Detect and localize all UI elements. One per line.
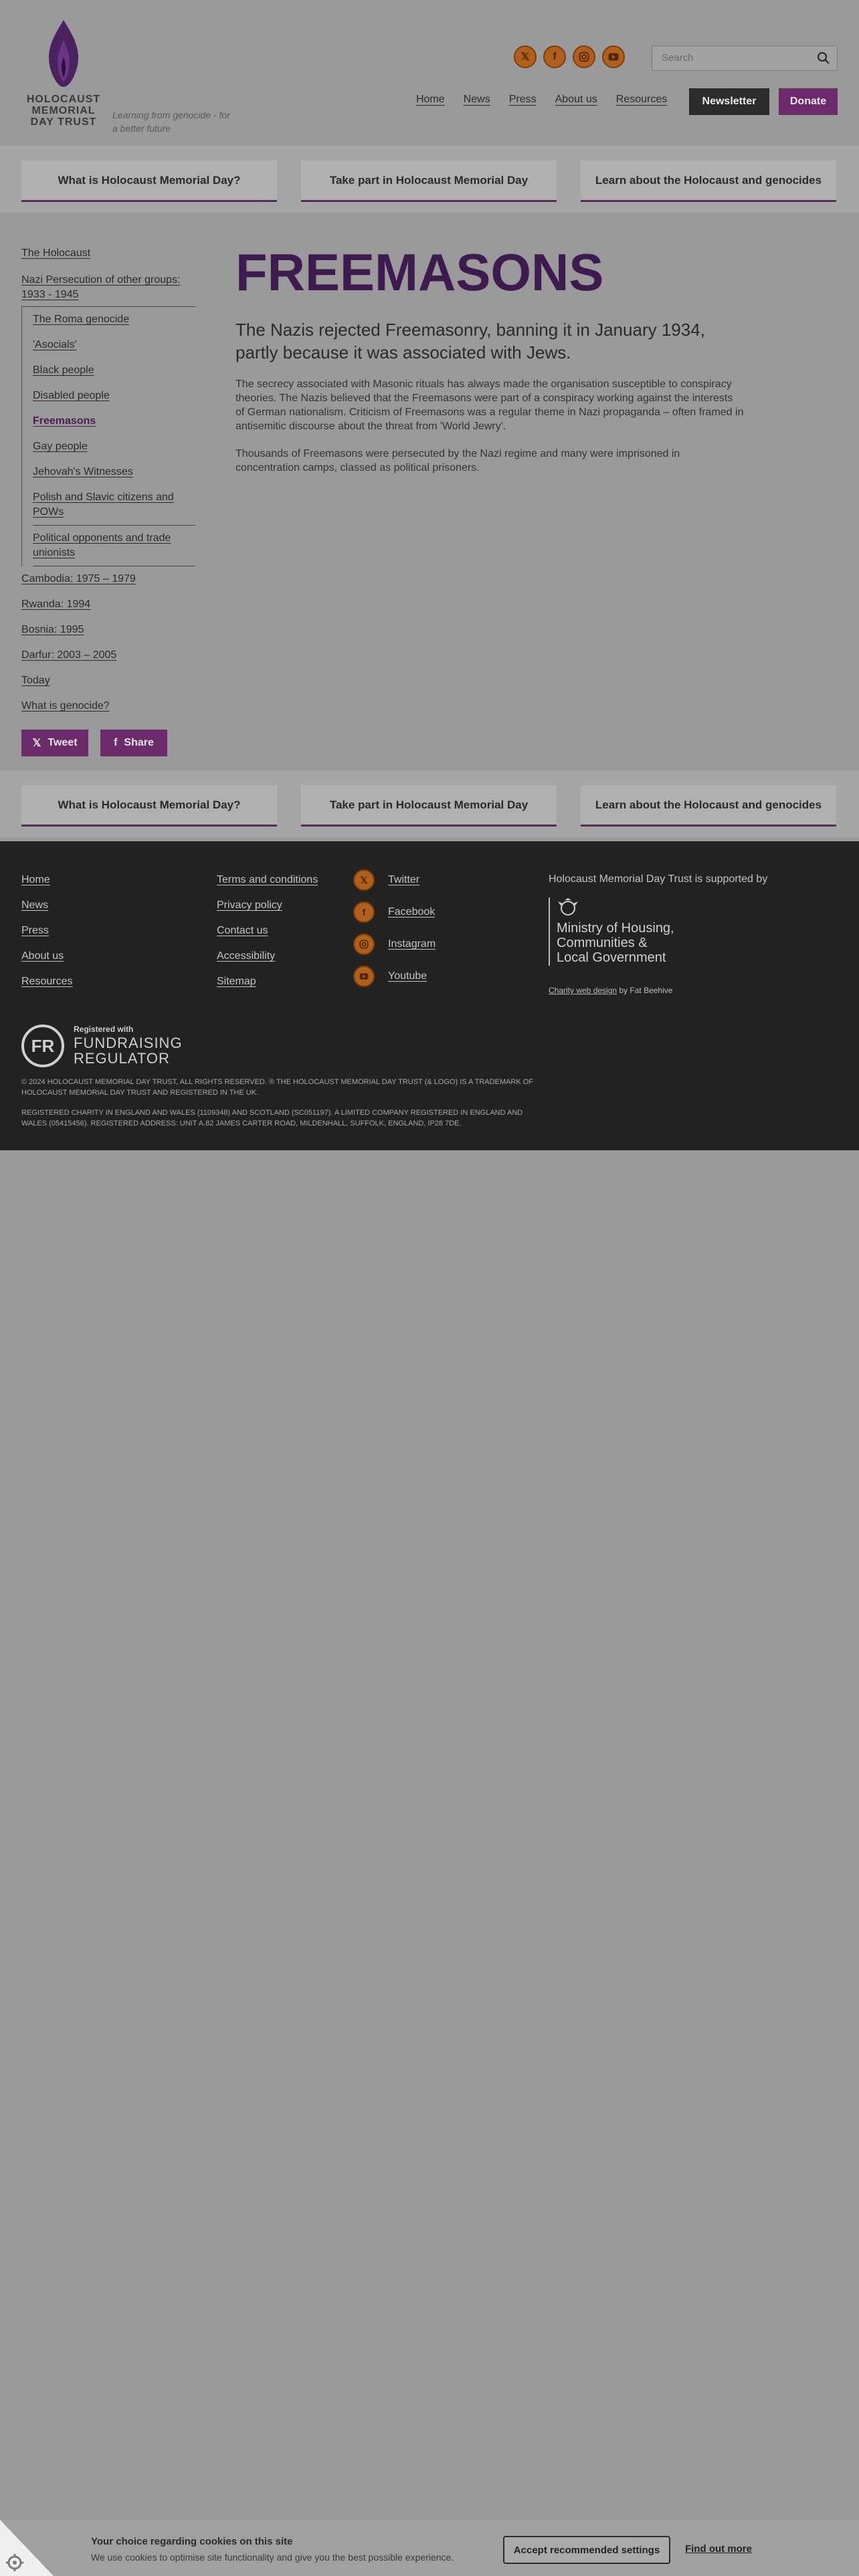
donate-button[interactable]: Donate bbox=[779, 88, 838, 115]
gov-logo bbox=[549, 897, 682, 966]
gov-logo-text bbox=[557, 921, 682, 965]
x-icon[interactable]: 𝕏 bbox=[514, 45, 537, 68]
list-item bbox=[21, 566, 195, 592]
list-item bbox=[21, 693, 195, 719]
sidebar-item-black-people[interactable]: Black people bbox=[33, 364, 94, 376]
gov-line-3: Local Government bbox=[557, 950, 666, 965]
footer-link-facebook[interactable]: Facebook bbox=[388, 906, 436, 918]
footer-social-facebook bbox=[353, 901, 436, 923]
accept-cookies-button[interactable]: Accept recommended settings bbox=[503, 2536, 670, 2564]
sidebar-item-polish-slavic[interactable]: Polish and Slavic citizens and POWs bbox=[33, 492, 174, 518]
footer-link-contact[interactable]: Contact us bbox=[217, 925, 268, 936]
list-item bbox=[33, 459, 195, 485]
topic-card-take-part[interactable]: Take part in Holocaust Memorial Day bbox=[301, 785, 557, 827]
footer-link-instagram[interactable]: Instagram bbox=[388, 938, 436, 950]
credit-link[interactable]: Charity web design bbox=[549, 986, 617, 995]
footer-link-twitter[interactable]: Twitter bbox=[388, 874, 420, 885]
cookie-banner bbox=[0, 2520, 859, 2576]
footer-col-legal bbox=[217, 873, 318, 1000]
header-social-links bbox=[514, 45, 625, 68]
fr-big-text bbox=[74, 1035, 183, 1066]
list-item bbox=[33, 383, 195, 409]
footer-link-resources[interactable]: Resources bbox=[21, 976, 73, 987]
body-paragraph-1: The secrecy associated with Masonic rituals has always made the organisation susceptible to conspiracy theories. The Nazis believed that the Freemasons were part of a conspiracy working against the interests of German nationalism. Criticism of Freemasons was a regular theme in Nazi propaganda – often framed in antisemitic discourse about the threat from 'World Jewry'. bbox=[235, 379, 744, 432]
footer-social-youtube bbox=[353, 966, 436, 987]
facebook-icon[interactable]: f bbox=[353, 901, 375, 923]
site-header bbox=[0, 0, 859, 146]
share-label: Share bbox=[124, 737, 154, 748]
sidebar-item-the-holocaust[interactable]: The Holocaust bbox=[21, 247, 91, 259]
logo-line-2: MEMORIAL bbox=[31, 105, 96, 116]
footer-col-main bbox=[21, 873, 72, 1000]
main-content bbox=[235, 242, 744, 475]
nav-resources[interactable]: Resources bbox=[615, 94, 668, 105]
fr-big-line-2: REGULATOR bbox=[74, 1050, 170, 1067]
sidebar-item-nazi-persecution[interactable]: Nazi Persecution of other groups: 1933 - 1945 bbox=[21, 274, 181, 300]
list-item bbox=[33, 409, 195, 434]
footer-link-privacy[interactable]: Privacy policy bbox=[217, 899, 282, 911]
logo-line-3: DAY TRUST bbox=[30, 116, 97, 128]
candle-flame-logo-icon bbox=[44, 20, 83, 87]
youtube-icon[interactable] bbox=[602, 45, 625, 68]
sidebar-item-disabled-people[interactable]: Disabled people bbox=[33, 390, 110, 401]
cookie-title: Your choice regarding cookies on this site bbox=[91, 2536, 293, 2547]
share-buttons bbox=[21, 730, 195, 756]
list-item bbox=[21, 668, 195, 693]
list-item bbox=[33, 307, 195, 332]
registered-text: REGISTERED CHARITY IN ENGLAND AND WALES (1109348) AND SCOTLAND (SC051197). A LIMITED COMPANY REGISTERED IN ENGLAND AND WALES (05415456). REGISTERED ADDRESS: UNIT A.82 JAMES CARTER ROAD, MILDENHALL, SUFFOLK, ENGLAND, IP28 7DE. bbox=[21, 1109, 523, 1128]
sidebar-item-cambodia[interactable]: Cambodia: 1975 – 1979 bbox=[21, 573, 136, 584]
list-item bbox=[21, 643, 195, 668]
footer-link-press[interactable]: Press bbox=[21, 925, 49, 936]
topic-band-bottom bbox=[0, 770, 859, 837]
footer-col-social bbox=[353, 869, 436, 998]
footer-support bbox=[549, 873, 767, 885]
sidebar-item-today[interactable]: Today bbox=[21, 675, 50, 686]
search-input[interactable] bbox=[662, 52, 795, 64]
sidebar-group-nazi-persecution bbox=[21, 273, 195, 307]
instagram-icon[interactable] bbox=[573, 45, 595, 68]
credit-rest: by Fat Beehive bbox=[617, 986, 673, 995]
footer-link-youtube[interactable]: Youtube bbox=[388, 970, 427, 982]
fr-small-text: Registered with bbox=[74, 1025, 134, 1034]
sidebar-item-what-is-genocide[interactable]: What is genocide? bbox=[21, 700, 110, 712]
sidebar-item-bosnia[interactable]: Bosnia: 1995 bbox=[21, 624, 84, 635]
sidebar-item-freemasons[interactable]: Freemasons bbox=[33, 415, 96, 427]
footer-link-home[interactable]: Home bbox=[21, 874, 50, 885]
cookie-text: We use cookies to optimise site functionality and give you the best possible experience. bbox=[91, 2552, 454, 2563]
list-item bbox=[33, 526, 195, 566]
sidebar-item-darfur[interactable]: Darfur: 2003 – 2005 bbox=[21, 649, 117, 661]
lead-paragraph: The Nazis rejected Freemasonry, banning it in January 1934, partly because it was associated with Jews. bbox=[235, 320, 705, 362]
list-item bbox=[33, 332, 195, 358]
support-title: Holocaust Memorial Day Trust is supported by bbox=[549, 873, 768, 885]
gov-line-2: Communities & bbox=[557, 936, 648, 950]
nav-home[interactable]: Home bbox=[416, 94, 445, 105]
tagline: Learning from genocide - for a better future bbox=[112, 110, 230, 134]
instagram-icon[interactable] bbox=[353, 934, 375, 955]
topic-card-what-is-hmd[interactable]: What is Holocaust Memorial Day? bbox=[21, 160, 277, 202]
footer-link-about-us[interactable]: About us bbox=[21, 950, 64, 962]
topic-card-take-part[interactable]: Take part in Holocaust Memorial Day bbox=[301, 160, 557, 202]
sidebar-item-roma[interactable]: The Roma genocide bbox=[33, 314, 130, 325]
footer-social-instagram bbox=[353, 934, 436, 955]
search-icon[interactable] bbox=[817, 51, 830, 65]
sidebar-item-asocials[interactable]: 'Asocials' bbox=[33, 339, 77, 350]
sidebar-item-rwanda[interactable]: Rwanda: 1994 bbox=[21, 599, 91, 610]
footer-link-news[interactable]: News bbox=[21, 899, 49, 911]
sidebar-sub-list bbox=[21, 307, 195, 566]
tweet-button[interactable] bbox=[21, 730, 88, 756]
gov-line-1: Ministry of Housing, bbox=[557, 921, 674, 936]
nav-press[interactable]: Press bbox=[508, 94, 537, 105]
sidebar-nav bbox=[21, 246, 195, 756]
tweet-label: Tweet bbox=[47, 737, 78, 748]
share-button[interactable] bbox=[100, 730, 167, 756]
page-title: FREEMASONS bbox=[235, 243, 604, 302]
nav-about-us[interactable]: About us bbox=[555, 94, 597, 105]
x-icon: 𝕏 bbox=[32, 738, 41, 749]
x-icon[interactable]: 𝕏 bbox=[353, 869, 375, 891]
copyright-text: © 2024 HOLOCAUST MEMORIAL DAY TRUST, ALL RIGHTS RESERVED. ® THE HOLOCAUST MEMORIAL DAY TRUST (& LOGO) IS A TRADEMARK OF HOLOCAUST MEMORIAL DAY TRUST AND REGISTERED IN THE UK. bbox=[21, 1078, 534, 1097]
footer-social-twitter bbox=[353, 869, 436, 891]
fr-logo-icon: FR bbox=[21, 1025, 64, 1067]
search-box bbox=[652, 45, 838, 71]
list-item bbox=[33, 358, 195, 383]
fundraising-regulator-badge[interactable] bbox=[21, 1021, 183, 1067]
list-item bbox=[33, 485, 195, 526]
list-item bbox=[21, 592, 195, 617]
site-footer bbox=[0, 841, 859, 1150]
topic-card-what-is-hmd[interactable]: What is Holocaust Memorial Day? bbox=[21, 785, 277, 827]
design-credit bbox=[549, 986, 672, 995]
topic-band-top bbox=[0, 146, 859, 213]
newsletter-button[interactable]: Newsletter bbox=[689, 88, 769, 115]
logo-wordmark bbox=[20, 94, 107, 128]
footer-link-sitemap[interactable]: Sitemap bbox=[217, 976, 256, 987]
body-paragraph-2: Thousands of Freemasons were persecuted by the Nazi regime and many were imprisoned in concentration camps, classed as political prisoners. bbox=[235, 448, 680, 473]
facebook-icon[interactable]: f bbox=[543, 45, 566, 68]
find-out-more-link[interactable]: Find out more bbox=[685, 2543, 752, 2555]
footer-link-accessibility[interactable]: Accessibility bbox=[217, 950, 276, 962]
cookie-settings-icon[interactable] bbox=[0, 2520, 54, 2576]
list-item bbox=[21, 617, 195, 643]
fr-big-line-1: FUNDRAISING bbox=[74, 1035, 183, 1051]
topic-card-learn[interactable]: Learn about the Holocaust and genocides bbox=[581, 785, 836, 827]
facebook-icon: f bbox=[114, 737, 118, 748]
logo-line-1: HOLOCAUST bbox=[26, 94, 101, 105]
sidebar-item-gay-people[interactable]: Gay people bbox=[33, 441, 88, 452]
youtube-icon[interactable] bbox=[353, 966, 375, 987]
nav-news[interactable]: News bbox=[463, 94, 490, 105]
list-item bbox=[33, 434, 195, 459]
topic-card-learn[interactable]: Learn about the Holocaust and genocides bbox=[581, 160, 836, 202]
footer-link-terms[interactable]: Terms and conditions bbox=[217, 874, 318, 885]
sidebar-item-political-opponents[interactable]: Political opponents and trade unionists bbox=[33, 532, 171, 558]
main-nav bbox=[416, 94, 667, 106]
royal-crest-icon bbox=[557, 897, 579, 918]
sidebar-item-jehovahs-witnesses[interactable]: Jehovah's Witnesses bbox=[33, 466, 133, 477]
